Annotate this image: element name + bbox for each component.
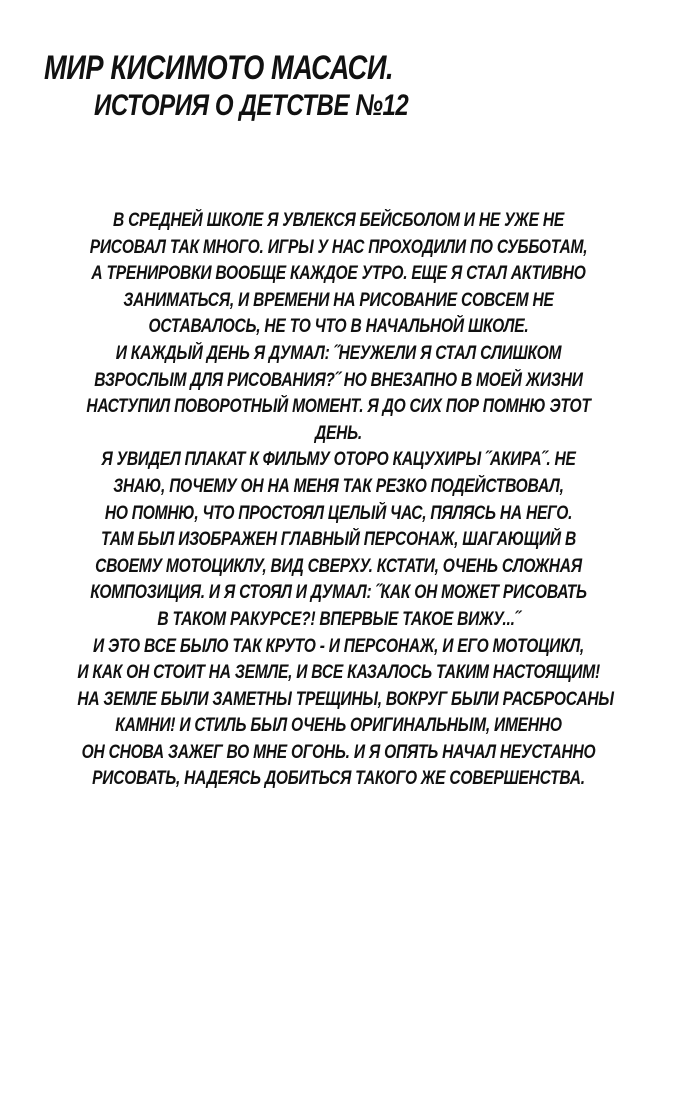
- text-line: И КАК ОН СТОИТ НА ЗЕМЛЕ, И ВСЕ КАЗАЛОСЬ ТАКИМ НАСТОЯЩИМ!: [77, 662, 600, 684]
- text-line: НАСТУПИЛ ПОВОРОТНЫЙ МОМЕНТ. Я ДО СИХ ПОР ПОМНЮ ЭТОТ: [86, 396, 591, 418]
- text-line: И КАЖДЫЙ ДЕНЬ Я ДУМАЛ: ˝НЕУЖЕЛИ Я СТАЛ СЛИШКОМ: [115, 342, 562, 364]
- text-line: ЗАНИМАТЬСЯ, И ВРЕМЕНИ НА РИСОВАНИЕ СОВСЕМ НЕ: [123, 289, 554, 311]
- header: [44, 50, 604, 122]
- story-text: [20, 208, 657, 793]
- page-title: МИР КИСИМОТО МАСАСИ.: [44, 49, 394, 87]
- text-line: А ТРЕНИРОВКИ ВООБЩЕ КАЖДОЕ УТРО. ЕЩЕ Я СТАЛ АКТИВНО: [91, 263, 586, 285]
- text-line: ОСТАВАЛОСЬ, НЕ ТО ЧТО В НАЧАЛЬНОЙ ШКОЛЕ.: [148, 316, 529, 338]
- text-line: В ТАКОМ РАКУРСЕ?! ВПЕРВЫЕ ТАКОЕ ВИЖУ...˝: [157, 608, 520, 630]
- page-subtitle: ИСТОРИЯ О ДЕТСТВЕ №12: [94, 89, 409, 123]
- text-line: НА ЗЕМЛЕ БЫЛИ ЗАМЕТНЫ ТРЕЩИНЫ, ВОКРУГ БЫЛИ РАСБРОСАНЫ: [77, 688, 614, 710]
- text-line: ОН СНОВА ЗАЖЕГ ВО МНЕ ОГОНЬ. И Я ОПЯТЬ НАЧАЛ НЕУСТАННО: [81, 741, 596, 763]
- text-line: Я УВИДЕЛ ПЛАКАТ К ФИЛЬМУ ОТОРО КАЦУХИРЫ ˝АКИРА˝. НЕ: [101, 449, 576, 471]
- text-line: НО ПОМНЮ, ЧТО ПРОСТОЯЛ ЦЕЛЫЙ ЧАС, ПЯЛЯСЬ НА НЕГО.: [104, 502, 573, 524]
- text-line: ДЕНЬ.: [314, 422, 363, 444]
- text-line: ЗНАЮ, ПОЧЕМУ ОН НА МЕНЯ ТАК РЕЗКО ПОДЕЙСТВОВАЛ,: [113, 475, 564, 497]
- text-line: СВОЕМУ МОТОЦИКЛУ, ВИД СВЕРХУ. КСТАТИ, ОЧЕНЬ СЛОЖНАЯ: [95, 555, 582, 577]
- text-line: КАМНИ! И СТИЛЬ БЫЛ ОЧЕНЬ ОРИГИНАЛЬНЫМ, ИМЕННО: [115, 715, 562, 737]
- text-line: В СРЕДНЕЙ ШКОЛЕ Я УВЛЕКСЯ БЕЙСБОЛОМ И НЕ УЖЕ НЕ: [113, 210, 564, 231]
- text-line: И ЭТО ВСЕ БЫЛО ТАК КРУТО - И ПЕРСОНАЖ, И ЕГО МОТОЦИКЛ,: [92, 635, 585, 657]
- text-line: РИСОВАЛ ТАК МНОГО. ИГРЫ У НАС ПРОХОДИЛИ ПО СУББОТАМ,: [89, 236, 588, 258]
- text-line: ВЗРОСЛЫМ ДЛЯ РИСОВАНИЯ?˝ НО ВНЕЗАПНО В МОЕЙ ЖИЗНИ: [94, 369, 583, 391]
- text-line: КОМПОЗИЦИЯ. И Я СТОЯЛ И ДУМАЛ: ˝КАК ОН МОЖЕТ РИСОВАТЬ: [90, 582, 587, 604]
- text-line: ТАМ БЫЛ ИЗОБРАЖЕН ГЛАВНЫЙ ПЕРСОНАЖ, ШАГАЮЩИЙ В: [101, 529, 576, 551]
- text-line: РИСОВАТЬ, НАДЕЯСЬ ДОБИТЬСЯ ТАКОГО ЖЕ СОВЕРШЕНСТВА.: [92, 768, 585, 790]
